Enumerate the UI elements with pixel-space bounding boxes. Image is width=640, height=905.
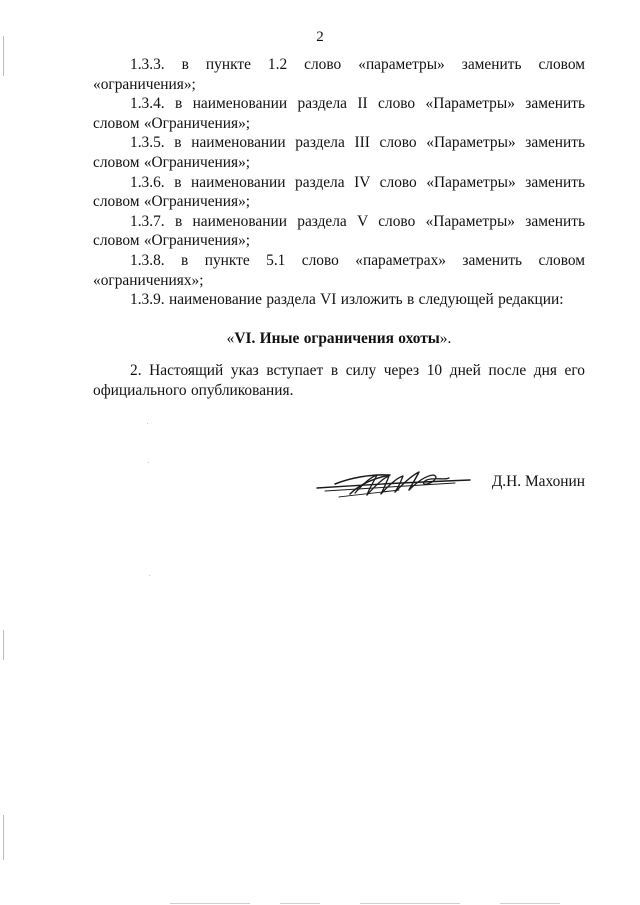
amendment-item-1-3-9: 1.3.9. наименование раздела VI изложить в следующей редакции:	[130, 291, 564, 309]
heading-open-quote: «	[226, 329, 235, 347]
amendment-item-1-3-4: 1.3.4. в наименовании раздела II слово «Параметры» заменить словом «Ограничения»;	[93, 95, 585, 132]
scan-speck	[147, 423, 148, 424]
amendment-item-1-3-8: 1.3.8. в пункте 5.1 слово «параметрах» заменить словом «ограничениях»;	[93, 251, 585, 289]
document-body	[93, 55, 585, 401]
amendment-item-1-3-3: 1.3.3. в пункте 1.2 слово «параметры» заменить словом «ограничения»;	[93, 56, 585, 93]
amendment-item-1-3-5: 1.3.5. в наименовании раздела III слово «Параметры» заменить словом «Ограничения»;	[93, 134, 585, 171]
heading-close-quote: ».	[439, 329, 452, 347]
amendment-item-1-3-6: 1.3.6. в наименовании раздела IV слово «Параметры» заменить словом «Ограничения»;	[93, 173, 585, 211]
scan-edge-mark	[280, 903, 320, 904]
signer-name: Д.Н. Махонин	[491, 473, 585, 490]
scan-edge-mark	[500, 903, 560, 904]
scan-edge-mark	[170, 903, 250, 904]
effective-date-paragraph: 2. Настоящий указ вступает в силу через 10 дней после дня его официального опубликования.	[93, 362, 585, 399]
scan-speck	[149, 575, 150, 576]
amendment-item-1-3-7: 1.3.7. в наименовании раздела V слово «Параметры» заменить словом «Ограничения»;	[93, 212, 585, 250]
scan-edge-mark	[3, 630, 4, 660]
scan-edge-mark	[3, 36, 4, 76]
new-section-heading	[93, 329, 585, 349]
signature-image	[315, 464, 473, 504]
page-number: 2	[316, 29, 324, 45]
scan-speck	[148, 462, 149, 463]
scan-edge-mark	[360, 903, 460, 904]
scan-edge-mark	[3, 815, 4, 860]
heading-title: VI. Иные ограничения охоты	[234, 329, 440, 347]
